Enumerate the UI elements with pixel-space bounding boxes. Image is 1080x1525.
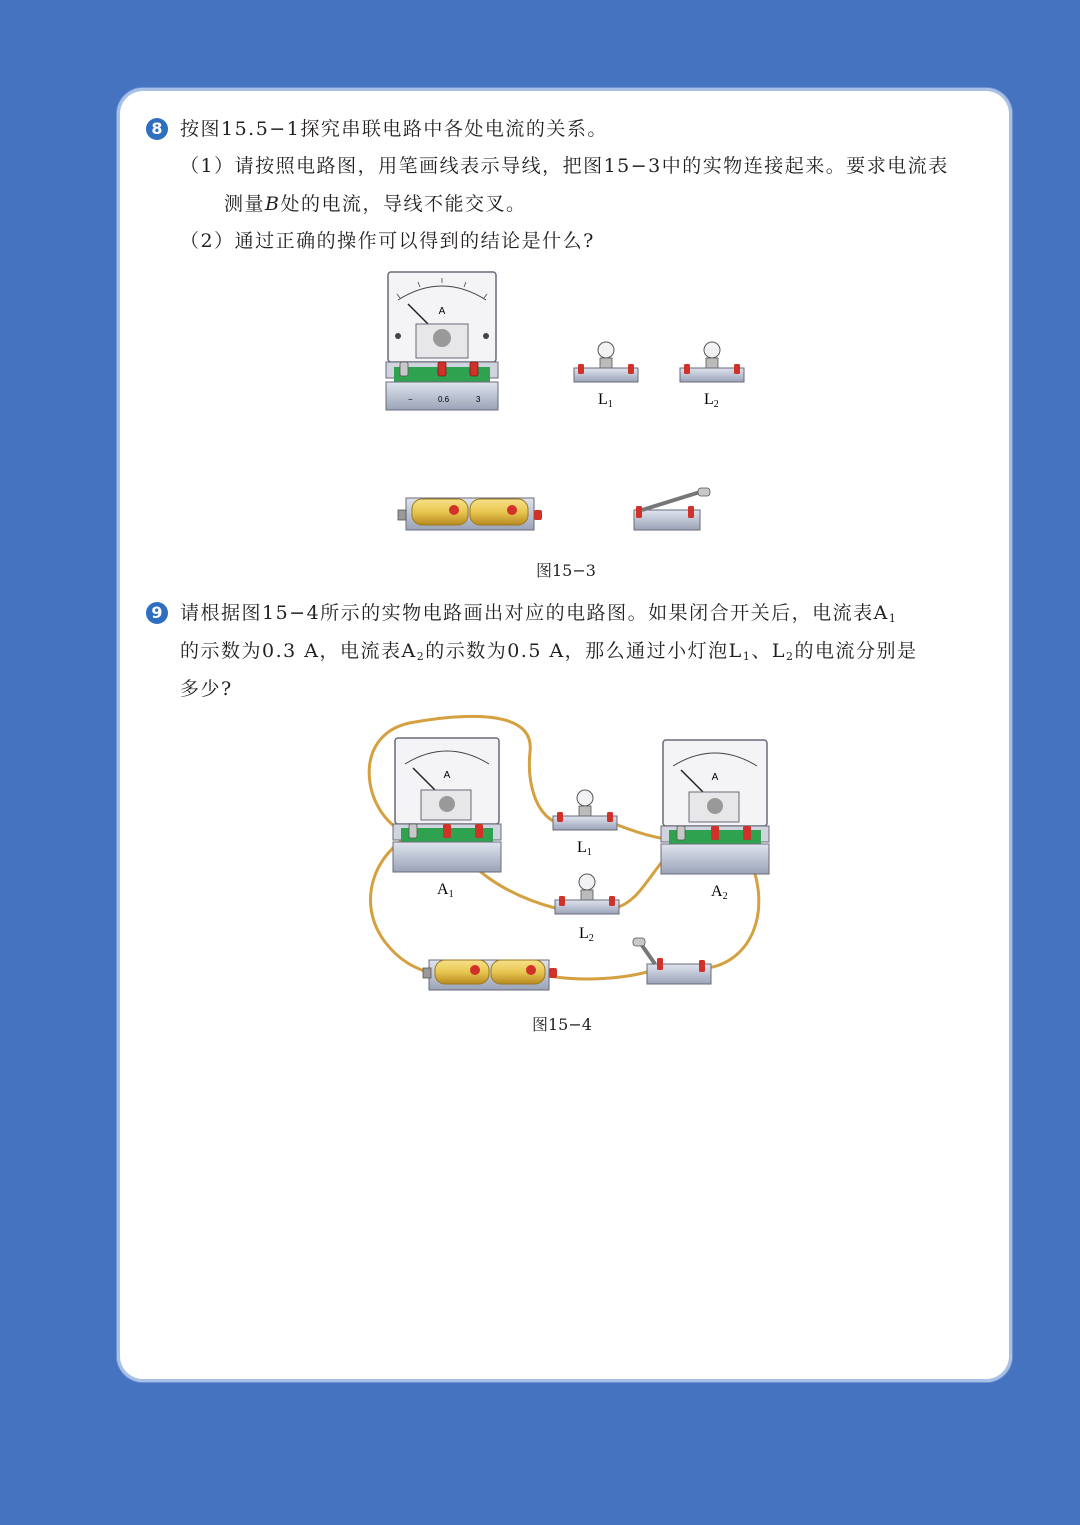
lamp-l2 bbox=[555, 874, 619, 914]
question-8-part1-line2 bbox=[224, 191, 527, 217]
text-fragment: 测量 bbox=[224, 193, 266, 215]
meter-unit: A bbox=[443, 770, 451, 781]
figure-15-4-caption: 图15−4 bbox=[532, 1015, 592, 1034]
lamp-l1-label: L1 bbox=[577, 839, 592, 858]
switch bbox=[633, 938, 711, 984]
text-fragment: 请根据图15−4所示的实物电路画出对应的电路图。如果闭合开关后，电流表A bbox=[180, 602, 889, 624]
lamp-l2-label: L2 bbox=[704, 391, 719, 410]
terminal-label-0-6: 0.6 bbox=[438, 395, 450, 404]
lamp-l1 bbox=[553, 790, 617, 830]
lamp-l1-label: L1 bbox=[598, 391, 613, 410]
question-9-line3: 多少? bbox=[180, 678, 233, 700]
point-b: B bbox=[265, 193, 281, 215]
question-8-badge: 8 bbox=[146, 118, 168, 140]
lamp-l2 bbox=[680, 342, 744, 382]
ammeter bbox=[386, 272, 498, 410]
meter-unit: A bbox=[438, 306, 446, 317]
text-fragment: 处的电流，导线不能交叉。 bbox=[280, 193, 527, 215]
terminal-label-minus: − bbox=[408, 395, 413, 404]
figure-15-4 bbox=[355, 712, 775, 1002]
battery-pack bbox=[423, 960, 557, 990]
question-9-line1 bbox=[180, 600, 897, 632]
subscript: 2 bbox=[416, 650, 426, 663]
subscript: 1 bbox=[742, 650, 752, 663]
subscript: 2 bbox=[785, 650, 795, 663]
text-fragment: 的示数为0.5 A，那么通过小灯泡L bbox=[425, 640, 743, 662]
ammeter-a1 bbox=[393, 738, 501, 872]
question-8-part1-line1: （1）请按照电路图，用笔画线表示导线，把图15−3中的实物连接起来。要求电流表 bbox=[180, 155, 949, 177]
lamp-l1 bbox=[574, 342, 638, 382]
question-8-stem: 按图15.5−1探究串联电路中各处电流的关系。 bbox=[180, 118, 608, 140]
battery-pack bbox=[398, 498, 542, 530]
question-8-part2: （2）通过正确的操作可以得到的结论是什么? bbox=[180, 230, 595, 252]
meter-unit: A bbox=[711, 772, 719, 783]
text-fragment: 的电流分别是 bbox=[794, 640, 918, 662]
question-9-badge: 9 bbox=[146, 602, 168, 624]
lamp-l2-label: L2 bbox=[579, 925, 594, 944]
subscript: 1 bbox=[888, 612, 898, 625]
terminal-label-3: 3 bbox=[476, 395, 481, 404]
ammeter-a2 bbox=[661, 740, 769, 874]
text-fragment: 、L bbox=[751, 640, 786, 662]
ammeter-a2-label: A2 bbox=[711, 883, 728, 902]
figure-15-3-caption: 图15−3 bbox=[536, 561, 596, 580]
ammeter-a1-label: A1 bbox=[437, 881, 454, 900]
figure-15-3 bbox=[380, 266, 760, 546]
question-9-line2 bbox=[180, 638, 917, 670]
switch bbox=[634, 488, 710, 530]
text-fragment: 的示数为0.3 A，电流表A bbox=[180, 640, 417, 662]
